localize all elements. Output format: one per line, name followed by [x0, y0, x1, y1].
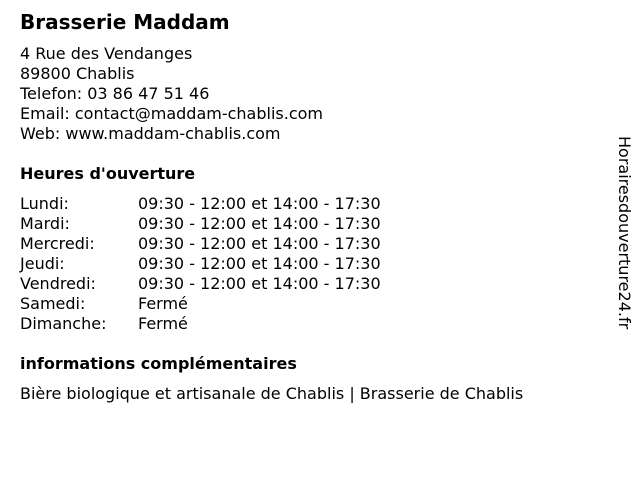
hours-time: 09:30 - 12:00 et 14:00 - 17:30 [138, 234, 381, 253]
hours-row-wednesday [20, 234, 600, 254]
hours-day: Vendredi: [20, 274, 96, 293]
business-card [20, 10, 600, 404]
hours-title: Heures d'ouverture [20, 164, 196, 183]
business-name: Brasserie Maddam [20, 10, 230, 34]
hours-row-friday [20, 274, 600, 294]
hours-row-sunday [20, 314, 600, 334]
email-line: Email: contact@maddam-chablis.com [20, 104, 323, 123]
hours-row-saturday [20, 294, 600, 314]
hours-day: Dimanche: [20, 314, 107, 333]
info-title: informations complémentaires [20, 354, 297, 373]
info-text: Bière biologique et artisanale de Chablis | Brasserie de Chablis [20, 384, 524, 403]
site-watermark: Horairesdouverture24.fr [615, 136, 634, 330]
hours-day: Samedi: [20, 294, 86, 313]
phone-line: Telefon: 03 86 47 51 46 [20, 84, 210, 103]
hours-time: Fermé [138, 294, 188, 313]
hours-row-thursday [20, 254, 600, 274]
web-line: Web: www.maddam-chablis.com [20, 124, 281, 143]
hours-time: 09:30 - 12:00 et 14:00 - 17:30 [138, 214, 381, 233]
hours-row-monday [20, 194, 600, 214]
hours-day: Mardi: [20, 214, 70, 233]
address-line-2: 89800 Chablis [20, 64, 135, 83]
hours-time: 09:30 - 12:00 et 14:00 - 17:30 [138, 274, 381, 293]
hours-day: Lundi: [20, 194, 69, 213]
hours-time: Fermé [138, 314, 188, 333]
hours-time: 09:30 - 12:00 et 14:00 - 17:30 [138, 254, 381, 273]
address-line-1: 4 Rue des Vendanges [20, 44, 193, 63]
hours-day: Mercredi: [20, 234, 95, 253]
hours-table [20, 194, 600, 334]
hours-row-tuesday [20, 214, 600, 234]
hours-time: 09:30 - 12:00 et 14:00 - 17:30 [138, 194, 381, 213]
hours-day: Jeudi: [20, 254, 65, 273]
